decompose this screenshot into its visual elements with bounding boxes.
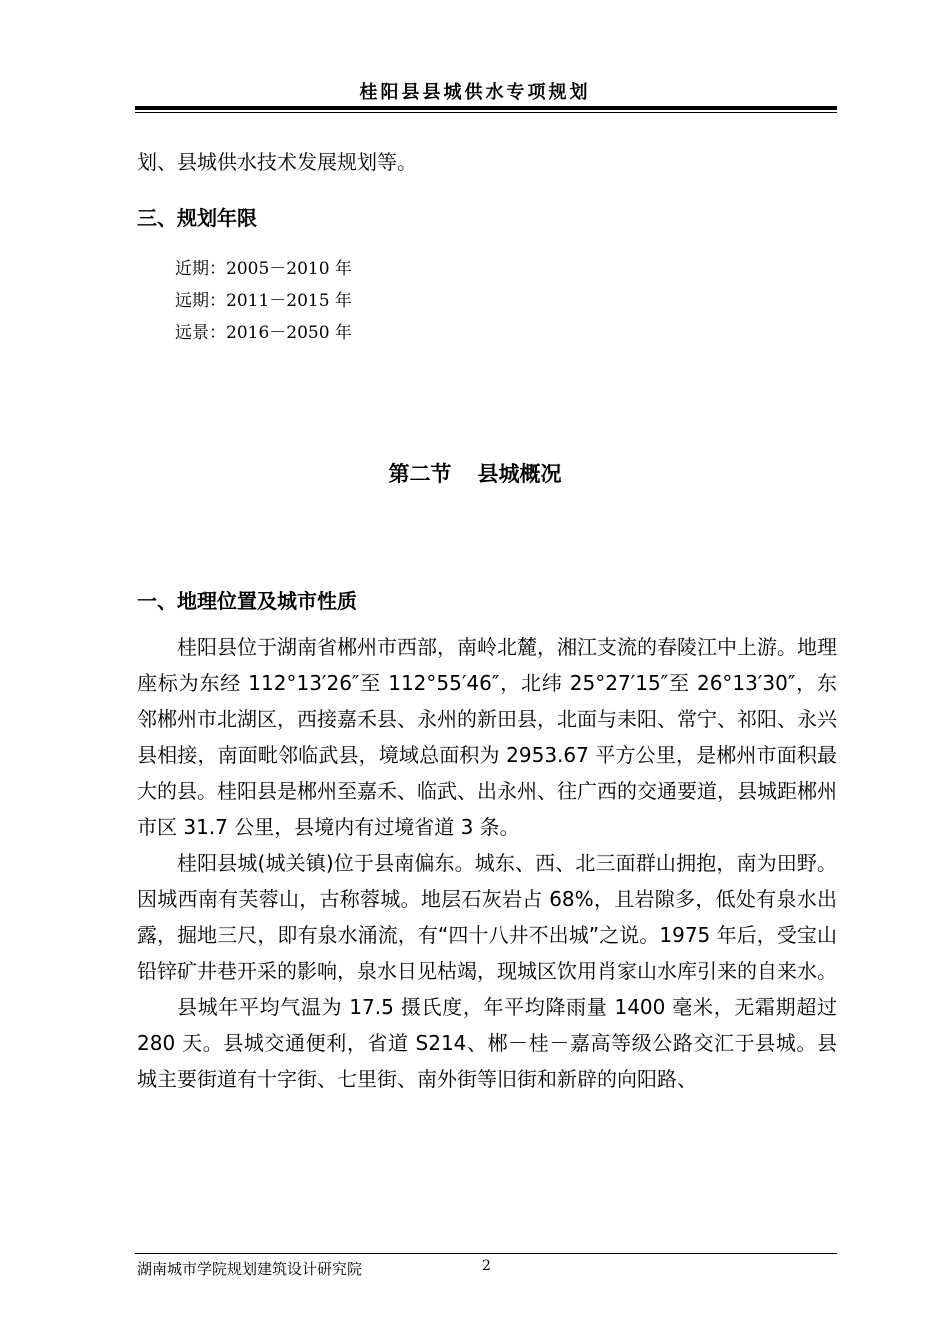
footer-rule	[135, 1253, 837, 1254]
section-number: 第二节	[388, 462, 452, 486]
subsection-heading-location: 一、地理位置及城市性质	[137, 589, 357, 613]
header-rule-thick	[135, 106, 837, 110]
header-rule-thin	[135, 112, 837, 113]
paragraph-climate-transport: 县城年平均气温为 17.5 摄氏度，年平均降雨量 1400 毫米，无霜期超过 280 天。县城交通便利，省道 S214、郴－桂－嘉高等级公路交汇于县城。县城主要街道有十字街、七里街、南外街等旧街和新辟的向阳路、	[137, 995, 837, 1091]
paragraph-location: 桂阳县位于湖南省郴州市西部，南岭北麓，湘江支流的春陵江中上游。地理座标为东经 112°13′26″至 112°55′46″，北纬 25°27′15″至 26°13′30″，东邻郴州市北湖区，西接嘉禾县、永州的新田县，北面与耒阳、常宁、祁阳、永兴县相接，南面毗邻临武县，境域总面积为 2953.67 平方公里，是郴州市面积最大的县。桂阳县是郴州至嘉禾、临武、出永州、往广西的交通要道，县城距郴州市区 31.7 公里，县境内有过境省道 3 条。	[137, 635, 837, 839]
paragraph-county-seat: 桂阳县城(城关镇)位于县南偏东。城东、西、北三面群山拥抱，南为田野。因城西南有芙蓉山，古称蓉城。地层石灰岩占 68%，且岩隙多，低处有泉水出露，掘地三尺，即有泉水涌流，有“四十八井不出城”之说。1975 年后，受宝山铅锌矿井巷开采的影响，泉水日见枯竭，现城区饮用肖家山水库引来的自来水。	[137, 851, 837, 983]
section-heading-planning-period: 三、规划年限	[137, 206, 257, 230]
period-vision: 远景：2016－2050 年	[175, 323, 352, 343]
period-long-term: 远期：2011－2015 年	[175, 291, 352, 311]
page-number: 2	[482, 1258, 491, 1274]
footer-organization: 湖南城市学院规划建筑设计研究院	[137, 1260, 363, 1278]
period-near-term: 近期：2005－2010 年	[175, 259, 352, 279]
section-name: 县城概况	[477, 462, 562, 486]
section-title	[0, 458, 950, 488]
running-header-title: 桂阳县县城供水专项规划	[359, 82, 591, 103]
intro-continuation: 划、县城供水技术发展规划等。	[137, 150, 417, 174]
body-paragraphs	[137, 629, 837, 1097]
